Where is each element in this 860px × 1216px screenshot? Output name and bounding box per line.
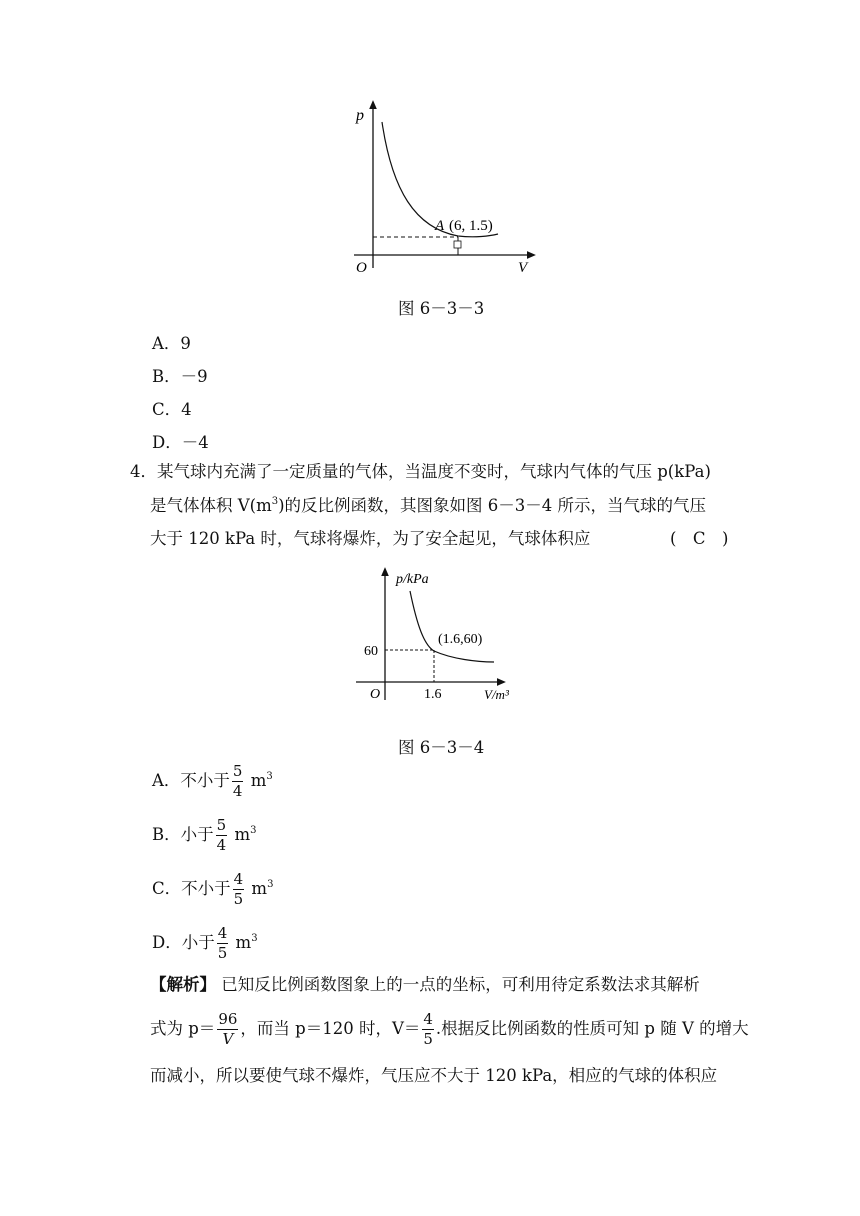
q4-option-a: A．不小于 $\frac{5}{4}$ $m^3$ bbox=[152, 762, 273, 800]
origin-label: O bbox=[356, 260, 367, 276]
point-coord: (6, 1.5) bbox=[449, 218, 493, 234]
q4-line2 bbox=[150, 497, 706, 515]
q3-option-b: B．－9 bbox=[152, 367, 208, 386]
point-label: A bbox=[435, 218, 445, 234]
figure-6-3-4 bbox=[352, 565, 532, 715]
q4-line2-b: )的反比例函数，其图象如图 6－3－4 所示，当气球的气压 bbox=[278, 496, 707, 515]
fraction-96-over-v: $\frac{96}{V}$ bbox=[218, 1010, 238, 1048]
x-tick-label: 1.6 bbox=[424, 687, 442, 702]
q4-answer: ( C ) bbox=[670, 529, 729, 548]
right-angle-mark bbox=[454, 241, 461, 248]
hyperbola-curve bbox=[410, 591, 494, 662]
fraction: $\frac{4}{5}$ bbox=[217, 924, 228, 962]
x-axis-label: V bbox=[518, 260, 528, 276]
y-axis-label: p/kPa bbox=[396, 572, 429, 587]
fraction: $\frac{4}{5}$ bbox=[233, 870, 244, 908]
q4-line2-a: 是气体体积 V(m bbox=[150, 496, 272, 515]
fraction-4-over-5: $\frac{4}{5}$ bbox=[423, 1010, 433, 1048]
solution-line1-text: 已知反比例函数图象上的一点的坐标，可利用待定系数法求其解析 bbox=[221, 975, 700, 994]
y-tick-label: 60 bbox=[364, 644, 378, 659]
x-axis-label: V/m³ bbox=[484, 687, 509, 702]
origin-label: O bbox=[370, 687, 381, 702]
fraction: $\frac{5}{4}$ bbox=[232, 762, 243, 800]
solution-line1 bbox=[150, 977, 700, 994]
q4-option-d: D．小于 $\frac{4}{5}$ $m^3$ bbox=[152, 924, 258, 962]
fraction: $\frac{5}{4}$ bbox=[216, 816, 227, 854]
solution-line2: 式为 p＝ $\frac{96}{V}$ ，而当 p＝120 时，V＝ $\frac{4}{5}$ .根据反比例函数的性质可知 p 随 V 的增大 bbox=[150, 1010, 749, 1048]
q3-option-c: C．4 bbox=[152, 400, 192, 419]
figure-6-3-3 bbox=[340, 100, 540, 280]
solution-tag: 【解析】 bbox=[150, 975, 216, 994]
y-axis-label: p bbox=[356, 107, 364, 124]
figure2-caption: 图 6－3－4 bbox=[398, 738, 485, 757]
q3-option-d: D．－4 bbox=[152, 433, 209, 452]
q4-line1: 4．某气球内充满了一定质量的气体，当温度不变时，气球内气体的气压 p(kPa) bbox=[130, 462, 711, 481]
q3-option-a: A．9 bbox=[152, 334, 191, 353]
q4-option-b: B．小于 $\frac{5}{4}$ $m^3$ bbox=[152, 816, 257, 854]
q4-line3: 大于 120 kPa 时，气球将爆炸，为了安全起见，气球体积应 bbox=[150, 529, 591, 548]
point-coord: (1.6,60) bbox=[438, 632, 483, 647]
figure1-caption: 图 6－3－3 bbox=[398, 299, 485, 318]
q4-option-c: C．不小于 $\frac{4}{5}$ $m^3$ bbox=[152, 870, 274, 908]
q4-line2-sup: 3 bbox=[271, 496, 279, 507]
solution-line3: 而减小，所以要使气球不爆炸，气压应不大于 120 kPa，相应的气球的体积应 bbox=[150, 1066, 718, 1085]
